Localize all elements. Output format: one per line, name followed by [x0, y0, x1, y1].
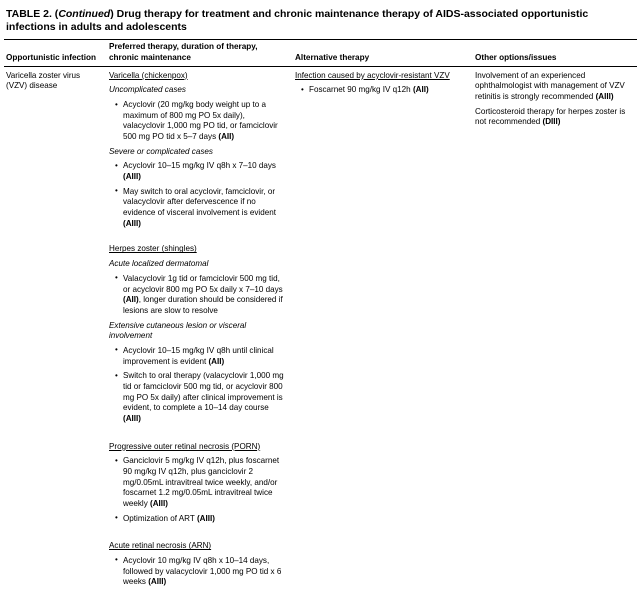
cell-other-options	[473, 66, 637, 598]
alternative-section-head: Infection caused by acyclovir-resistant VZV	[295, 70, 450, 80]
cell-preferred-therapy	[107, 66, 293, 598]
preferred-severe-list	[109, 161, 286, 229]
list-item: • Acyclovir 10–15 mg/kg IV q8h x 7–10 days (AIII)	[118, 161, 286, 182]
table-title-suffix: ) Drug therapy for treatment and chronic maintenance therapy of AIDS-associated opportunistic infections in adults and adolescents	[6, 8, 589, 34]
preferred-section-varicella-head: Varicella (chickenpox)	[109, 70, 188, 80]
list-item: • Acyclovir 10–15 mg/kg IV q8h until clinical improvement is evident (AII)	[118, 346, 286, 367]
preferred-uncomplicated-list	[109, 100, 286, 143]
column-header-alternative: Alternative therapy	[293, 40, 473, 67]
list-item: • Ganciclovir 5 mg/kg IV q12h, plus foscarnet 90 mg/kg IV q12h, plus ganciclovir 2 mg/0.05mL intravitreal twice weekly, and/or foscarnet 1.2 mg/0.05mL intravitreal twice weekly (AIII)	[118, 456, 286, 509]
list-item: • Acyclovir 10 mg/kg IV q8h x 10–14 days, followed by valacyclovir 1,000 mg PO tid x 6 weeks (AIII)	[118, 556, 286, 588]
opportunistic-infections-table	[4, 39, 637, 598]
list-item: • Switch to oral therapy (valacyclovir 1,000 mg tid or famciclovir 500 mg tid, or acyclovir 800 mg PO 5x daily) after clinical improvement is evident, to complete a 10–14 day course (AIII)	[118, 371, 286, 424]
list-item: • Valacyclovir 1g tid or famciclovir 500 mg tid, or acyclovir 800 mg PO 5x daily x 7–10 days (AII), longer duration should be considered if lesions are slow to resolve	[118, 274, 286, 317]
cell-infection	[4, 66, 107, 598]
preferred-extensive-subhead: Extensive cutaneous lesion or visceral involvement	[109, 320, 247, 341]
preferred-severe-subhead: Severe or complicated cases	[109, 146, 213, 156]
table-row	[4, 66, 637, 598]
table-header-row	[4, 40, 637, 67]
column-header-other: Other options/issues	[473, 40, 637, 67]
table-title-continued: Continued	[58, 8, 111, 20]
preferred-porn-list	[109, 456, 286, 524]
spacer	[109, 528, 286, 541]
list-item: • Acyclovir (20 mg/kg body weight up to a maximum of 800 mg PO 5x daily), valacyclovir 1,000 mg PO tid, or famciclovir 500 mg PO tid x 5–7 days (AII)	[118, 100, 286, 143]
list-item: • Foscarnet 90 mg/kg IV q12h (AII)	[304, 85, 466, 96]
other-option-corticosteroid: Corticosteroid therapy for herpes zoster is not recommended (DIII)	[475, 106, 626, 127]
preferred-acute-dermatomal-subhead: Acute localized dermatomal	[109, 259, 209, 269]
infection-name: Varicella zoster virus (VZV) disease	[6, 70, 81, 91]
preferred-extensive-list	[109, 346, 286, 425]
preferred-section-zoster-head: Herpes zoster (shingles)	[109, 244, 197, 254]
other-option-ophthalmologist: Involvement of an experienced ophthalmologist with management of VZV retinitis is strongly recommended (AIII)	[475, 70, 625, 102]
list-item: • May switch to oral acyclovir, famciclovir, or valacyclovir after defervescence if no evidence of visceral involvement is evident (AIII)	[118, 187, 286, 230]
column-header-preferred: Preferred therapy, duration of therapy, chronic maintenance	[107, 40, 293, 67]
preferred-uncomplicated-subhead: Uncomplicated cases	[109, 85, 186, 95]
spacer	[109, 233, 286, 244]
spacer	[109, 429, 286, 442]
cell-alternative-therapy	[293, 66, 473, 598]
alternative-list	[295, 85, 466, 96]
preferred-section-porn-head: Progressive outer retinal necrosis (PORN)	[109, 441, 261, 451]
column-header-infection: Opportunistic infection	[4, 40, 107, 67]
table-title-prefix: TABLE 2. (	[6, 8, 59, 20]
table-title	[6, 8, 635, 34]
preferred-acute-dermatomal-list	[109, 274, 286, 317]
list-item: • Optimization of ART (AIII)	[118, 514, 286, 525]
preferred-section-arn-head: Acute retinal necrosis (ARN)	[109, 541, 212, 551]
preferred-arn-list	[109, 556, 286, 588]
